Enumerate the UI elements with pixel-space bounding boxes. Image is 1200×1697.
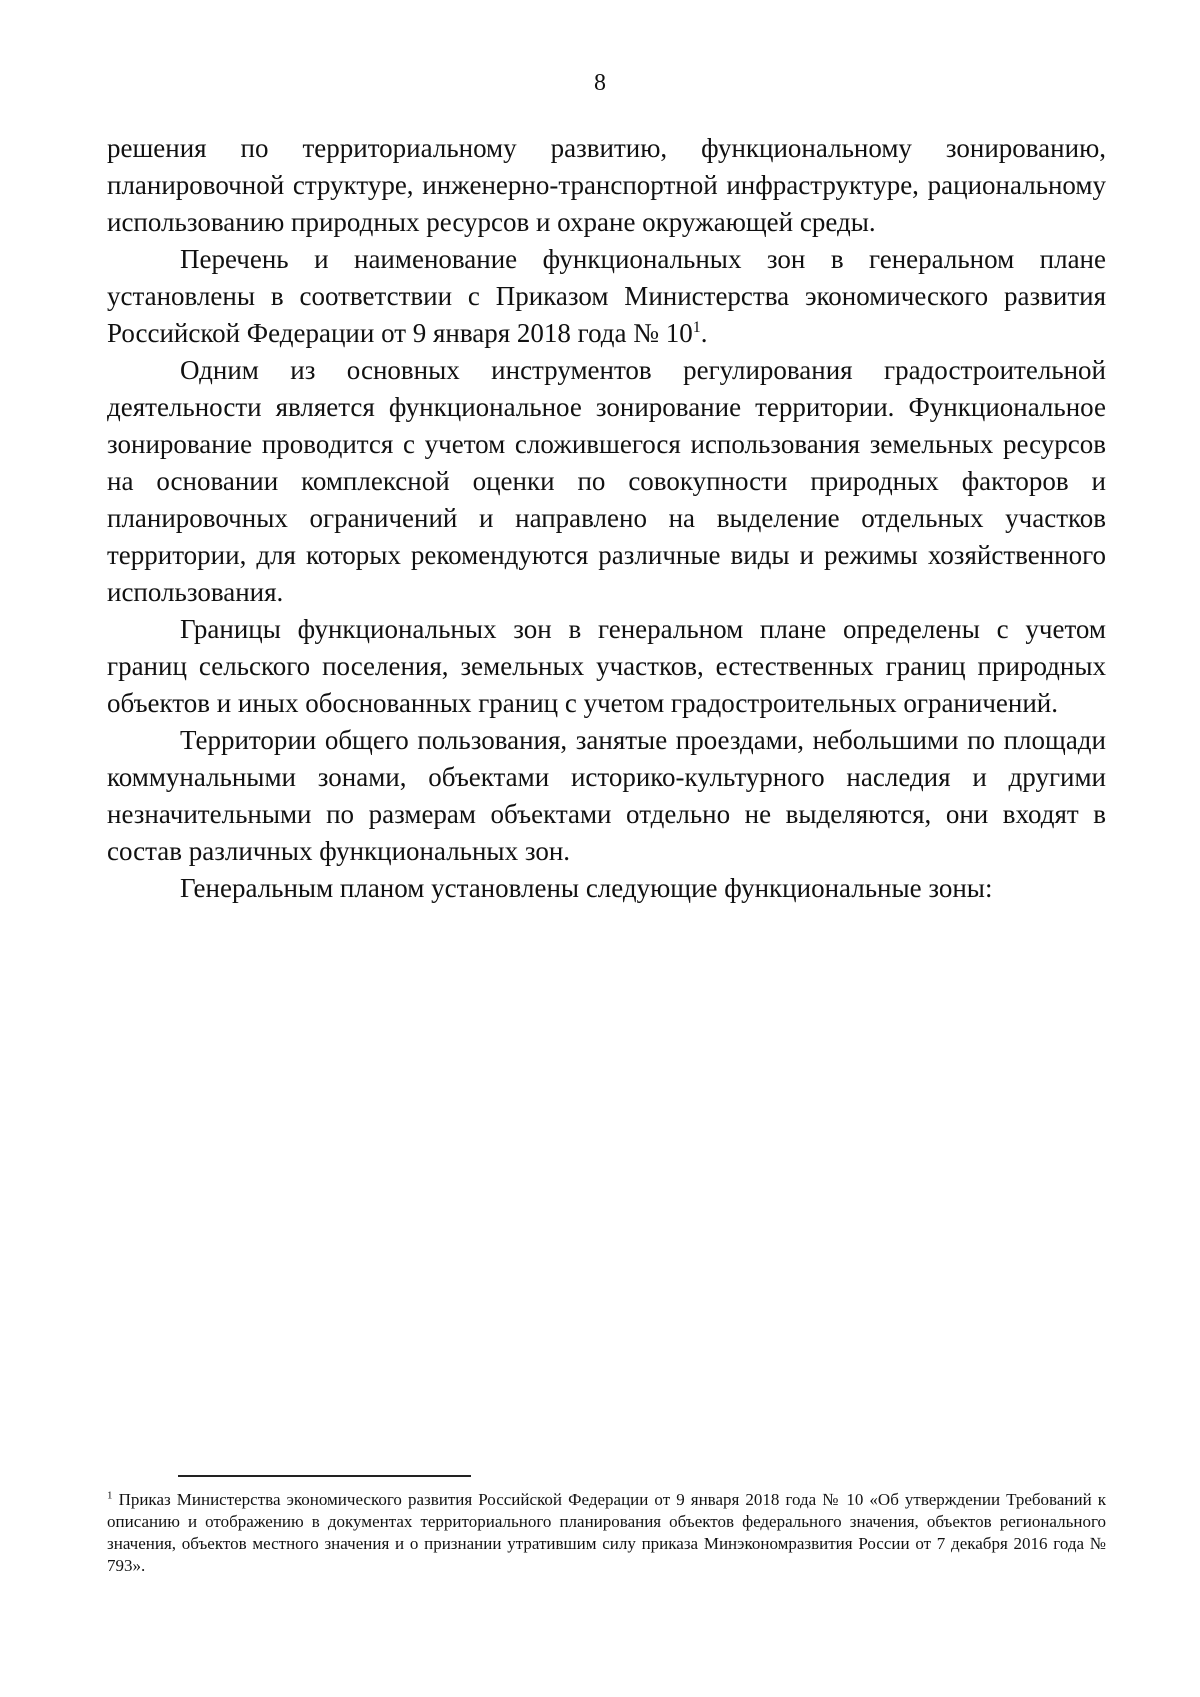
paragraph-2 <box>107 241 1106 352</box>
paragraph-5: Территории общего пользования, занятые проездами, небольшими по площади коммунальными зонами, объектами историко-культурного наследия и другими незначительными по размерам объектами отдельно не выделяются, они входят в состав различных функциональных зон. <box>107 725 1106 866</box>
page-number: 8 <box>594 70 606 96</box>
footnote-separator <box>178 1475 471 1477</box>
paragraph-2-text: Перечень и наименование функциональных зон в генеральном плане установлены в соответствии с Приказом Министерства экономического развития Российской Федерации от 9 января 2018 года № 10 <box>107 244 1106 348</box>
paragraph-2-end: . <box>700 318 708 348</box>
paragraph-1: решения по территориальному развитию, функциональному зонированию, планировочной структуре, инженерно-транспортной инфраструктуре, рациональному использованию природных ресурсов и охране окружающей среды. <box>107 133 1106 237</box>
main-text <box>107 130 1106 907</box>
paragraph-6: Генеральным планом установлены следующие функциональные зоны: <box>180 873 993 903</box>
footnote-text: Приказ Министерства экономического развития Российской Федерации от 9 января 2018 года № 10 «Об утверждении Требований к описанию и отображению в документах территориального планирования объектов федерального значения, объектов регионального значения, объектов местного значения и о признании утратившим силу приказа Минэкономразвития России от 7 декабря 2016 года № 793». <box>107 1490 1106 1575</box>
paragraph-3: Одним из основных инструментов регулирования градостроительной деятельности является функциональное зонирование территории. Функциональное зонирование проводится с учетом сложившегося использования земельных ресурсов на основании комплексной оценки по совокупности природных факторов и планировочных ограничений и направлено на выделение отдельных участков территории, для которых рекомендуются различные виды и режимы хозяйственного использования. <box>107 355 1106 607</box>
paragraph-4: Границы функциональных зон в генеральном плане определены с учетом границ сельского поселения, земельных участков, естественных границ природных объектов и иных обоснованных границ с учетом градостроительных ограничений. <box>107 614 1106 718</box>
footnote <box>107 1489 1106 1577</box>
footnote-marker: 1 <box>107 1489 113 1502</box>
footnote-reference[interactable]: 1 <box>692 319 701 336</box>
